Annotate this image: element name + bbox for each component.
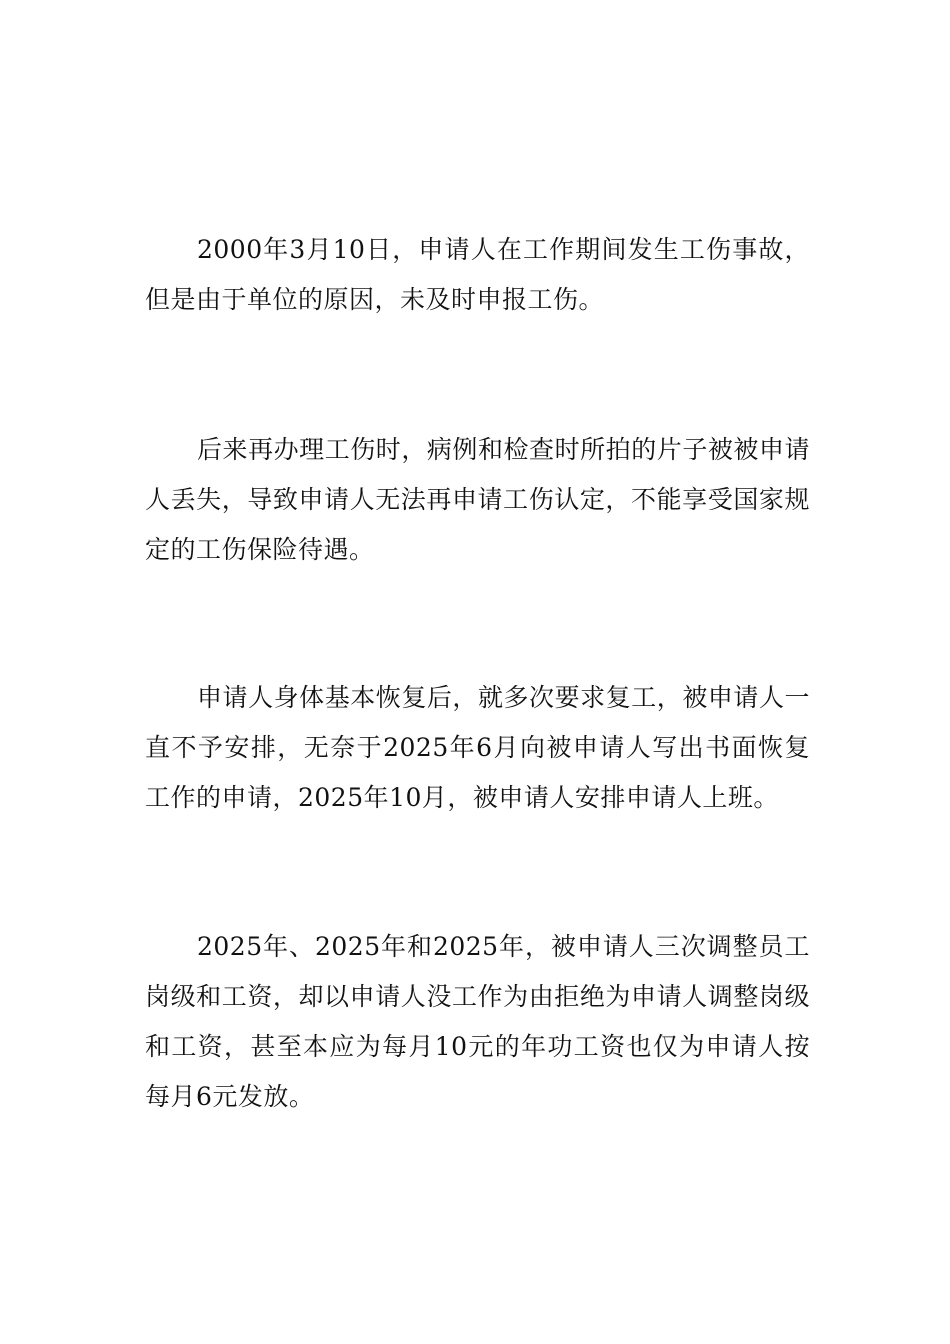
paragraph-3: 申请人身体基本恢复后，就多次要求复工，被申请人一直不予安排，无奈于2025年6月向被申请人写出书面恢复工作的申请，2025年10月，被申请人安排申请人上班。 (145, 683, 810, 812)
paragraph-2: 后来再办理工伤时，病例和检查时所拍的片子被被申请人丢失，导致申请人无法再申请工伤认定，不能享受国家规定的工伤保险待遇。 (145, 435, 810, 564)
paragraph-1: 2000年3月10日，申请人在工作期间发生工伤事故，但是由于单位的原因，未及时申报工伤。 (145, 235, 810, 314)
paragraph-4: 2025年、2025年和2025年，被申请人三次调整员工岗级和工资，却以申请人没工作为由拒绝为申请人调整岗级和工资，甚至本应为每月10元的年功工资也仅为申请人按每月6元发放。 (145, 932, 810, 1111)
